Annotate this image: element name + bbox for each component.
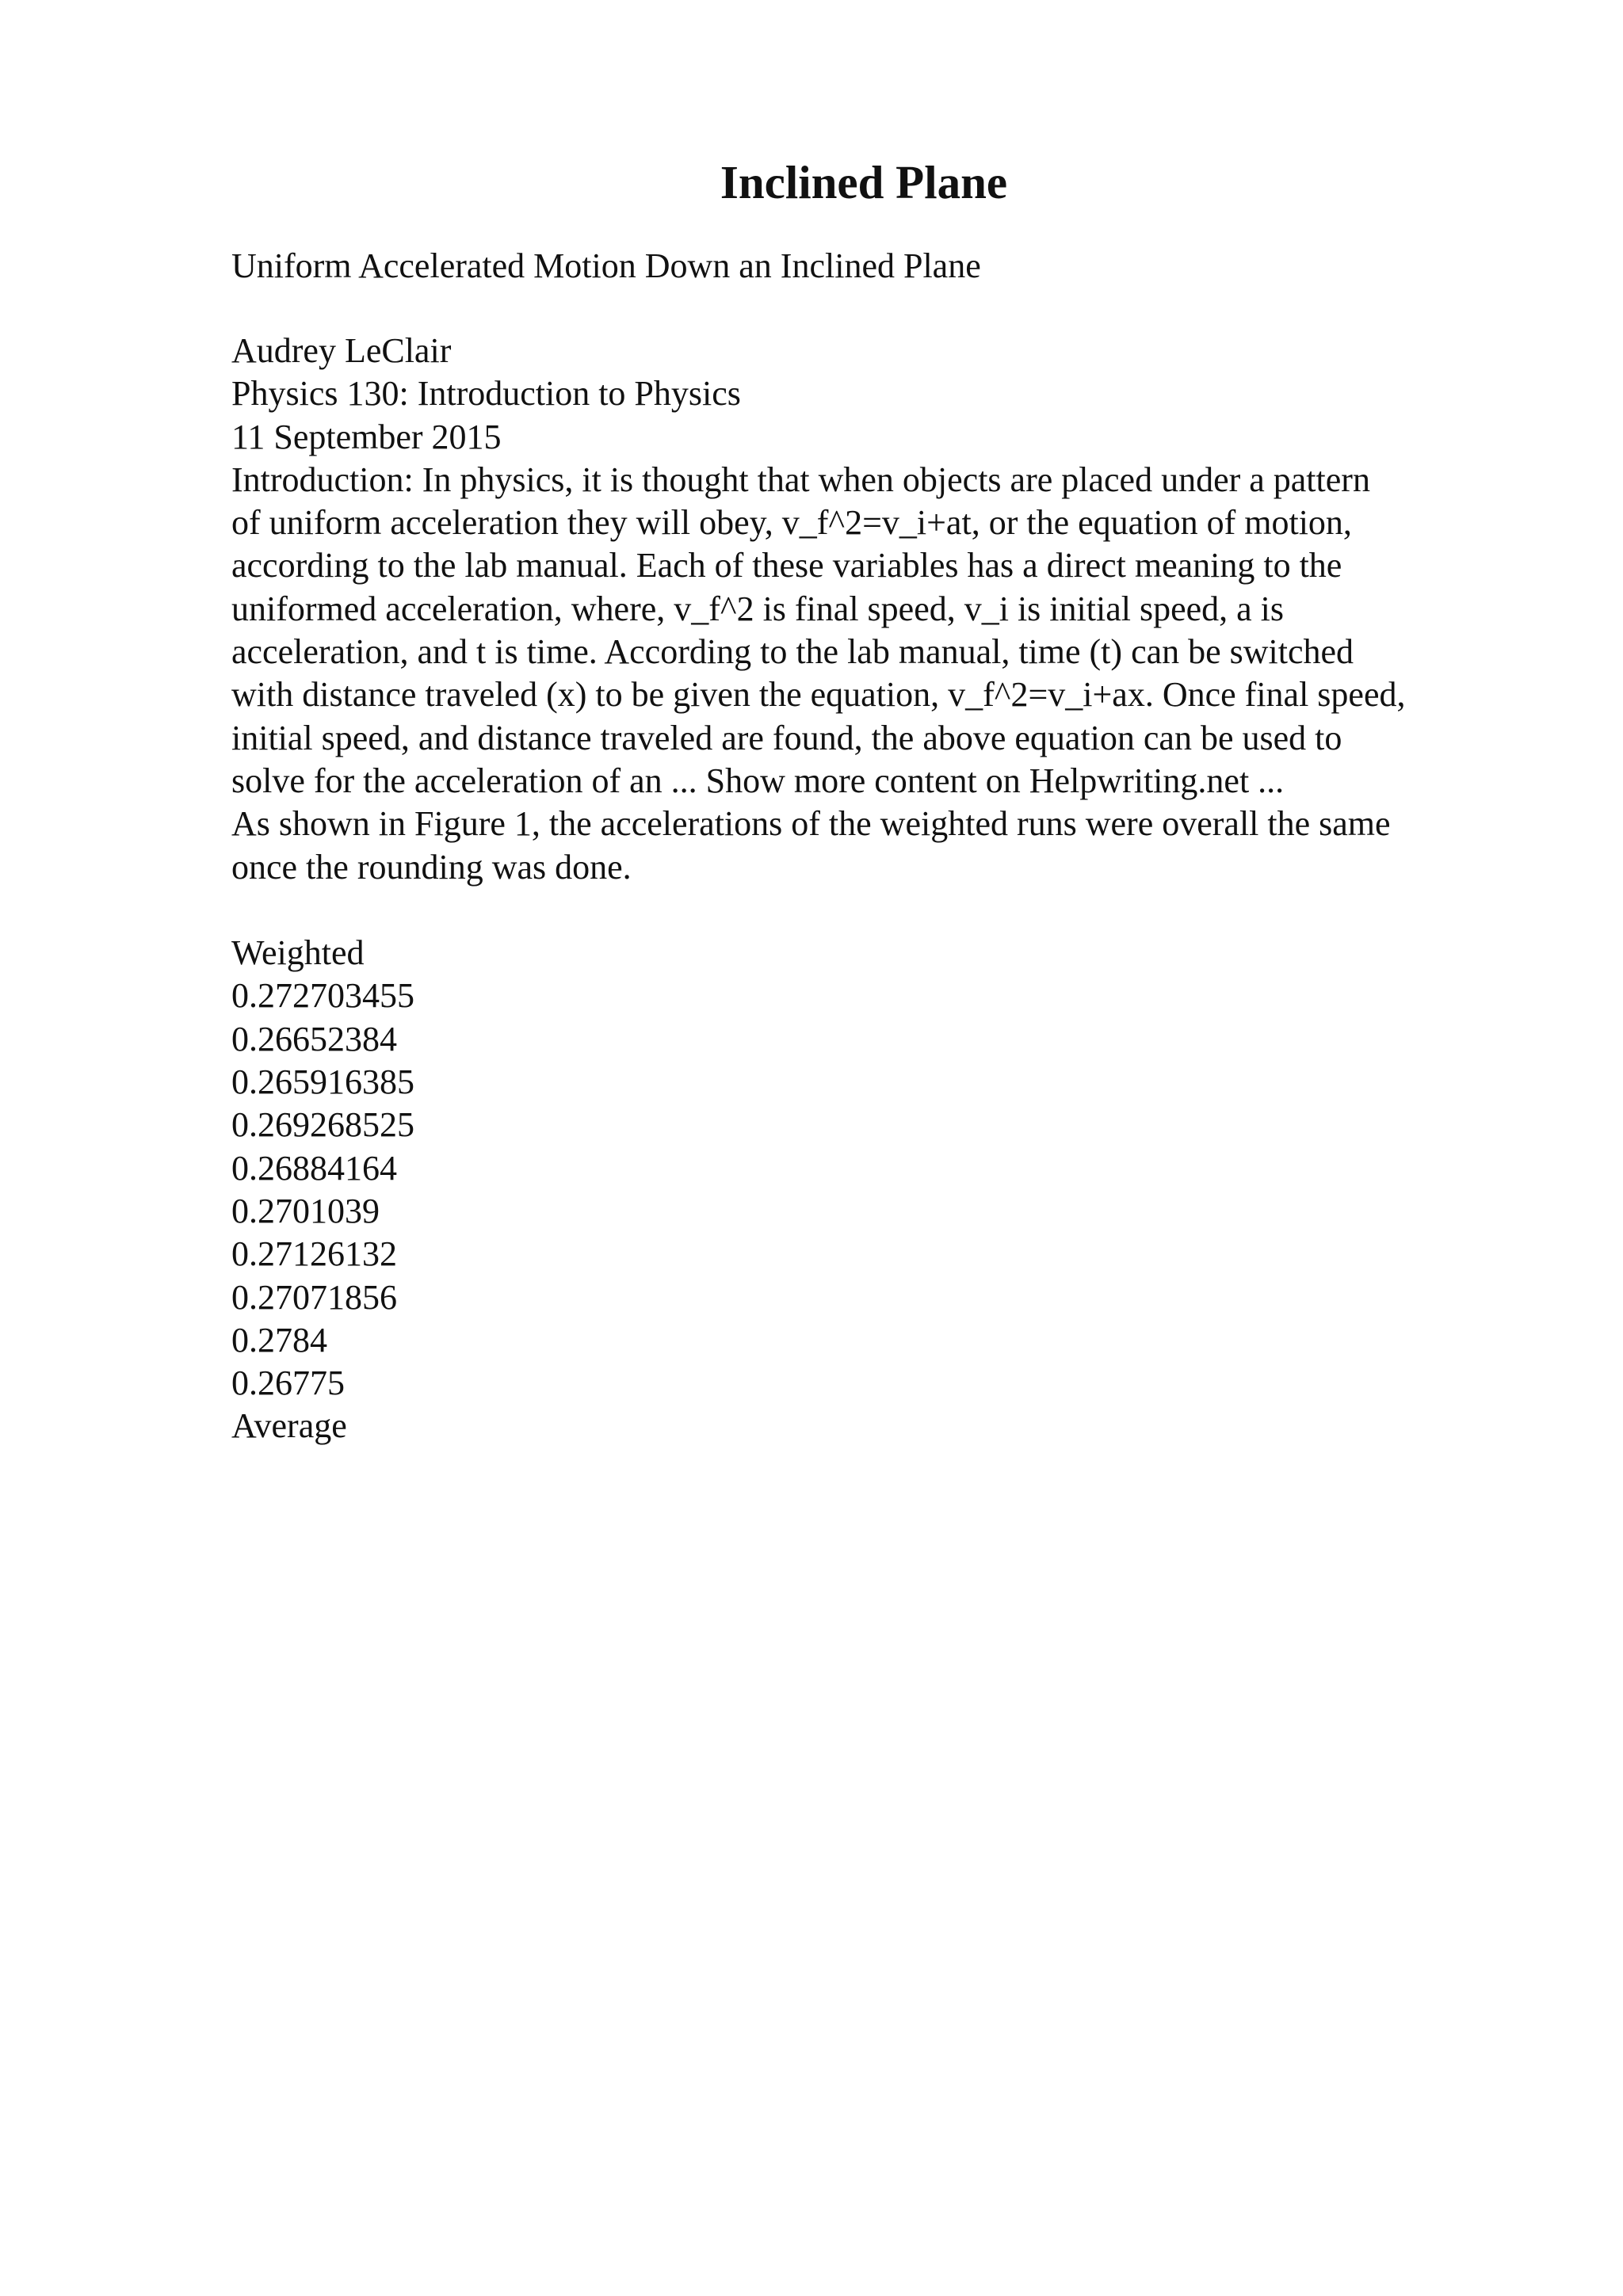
weighted-values-list xyxy=(231,932,1499,1448)
weighted-value: 0.272703455 xyxy=(231,976,414,1016)
introduction-line: acceleration, and t is time. According to the lab manual, time (t) can be switched xyxy=(231,632,1354,672)
author-name: Audrey LeClair xyxy=(231,331,452,370)
weighted-value: 0.26884164 xyxy=(231,1148,397,1188)
results-line: As shown in Figure 1, the accelerations of the weighted runs were overall the same xyxy=(231,804,1391,844)
document-subtitle: Uniform Accelerated Motion Down an Inclined Plane xyxy=(231,246,981,285)
introduction-line: initial speed, and distance traveled are found, the above equation can be used to xyxy=(231,718,1342,757)
weighted-value: 0.27071856 xyxy=(231,1277,397,1317)
document-date: 11 September 2015 xyxy=(231,417,502,456)
introduction-line: solve for the acceleration of an ... Show more content on Helpwriting.net ... xyxy=(231,761,1285,800)
course-name: Physics 130: Introduction to Physics xyxy=(231,374,741,414)
introduction-line: Introduction: In physics, it is thought that when objects are placed under a pattern xyxy=(231,460,1370,499)
introduction-line: with distance traveled (x) to be given the equation, v_f^2=v_i+ax. Once final speed, xyxy=(231,675,1406,715)
weighted-value: 0.269268525 xyxy=(231,1105,414,1145)
introduction-paragraph xyxy=(231,459,1499,803)
weighted-value: 0.2701039 xyxy=(231,1191,380,1230)
document-title: Inclined Plane xyxy=(720,156,1008,208)
introduction-line: uniformed acceleration, where, v_f^2 is final speed, v_i is initial speed, a is xyxy=(231,589,1285,628)
weighted-value: 0.2784 xyxy=(231,1320,327,1360)
introduction-line: according to the lab manual. Each of these variables has a direct meaning to the xyxy=(231,546,1342,585)
weighted-value: 0.26652384 xyxy=(231,1019,397,1058)
weighted-value: 0.265916385 xyxy=(231,1062,414,1102)
weighted-value: 0.26775 xyxy=(231,1363,345,1403)
results-paragraph xyxy=(231,803,1499,889)
introduction-line: of uniform acceleration they will obey, v_f^2=v_i+at, or the equation of motion, xyxy=(231,503,1352,543)
results-line: once the rounding was done. xyxy=(231,847,632,887)
weighted-value: 0.27126132 xyxy=(231,1234,397,1274)
weighted-header: Weighted xyxy=(231,933,365,973)
paragraph-spacer xyxy=(231,889,1499,932)
document-body xyxy=(231,330,1499,1448)
average-label: Average xyxy=(231,1406,347,1446)
